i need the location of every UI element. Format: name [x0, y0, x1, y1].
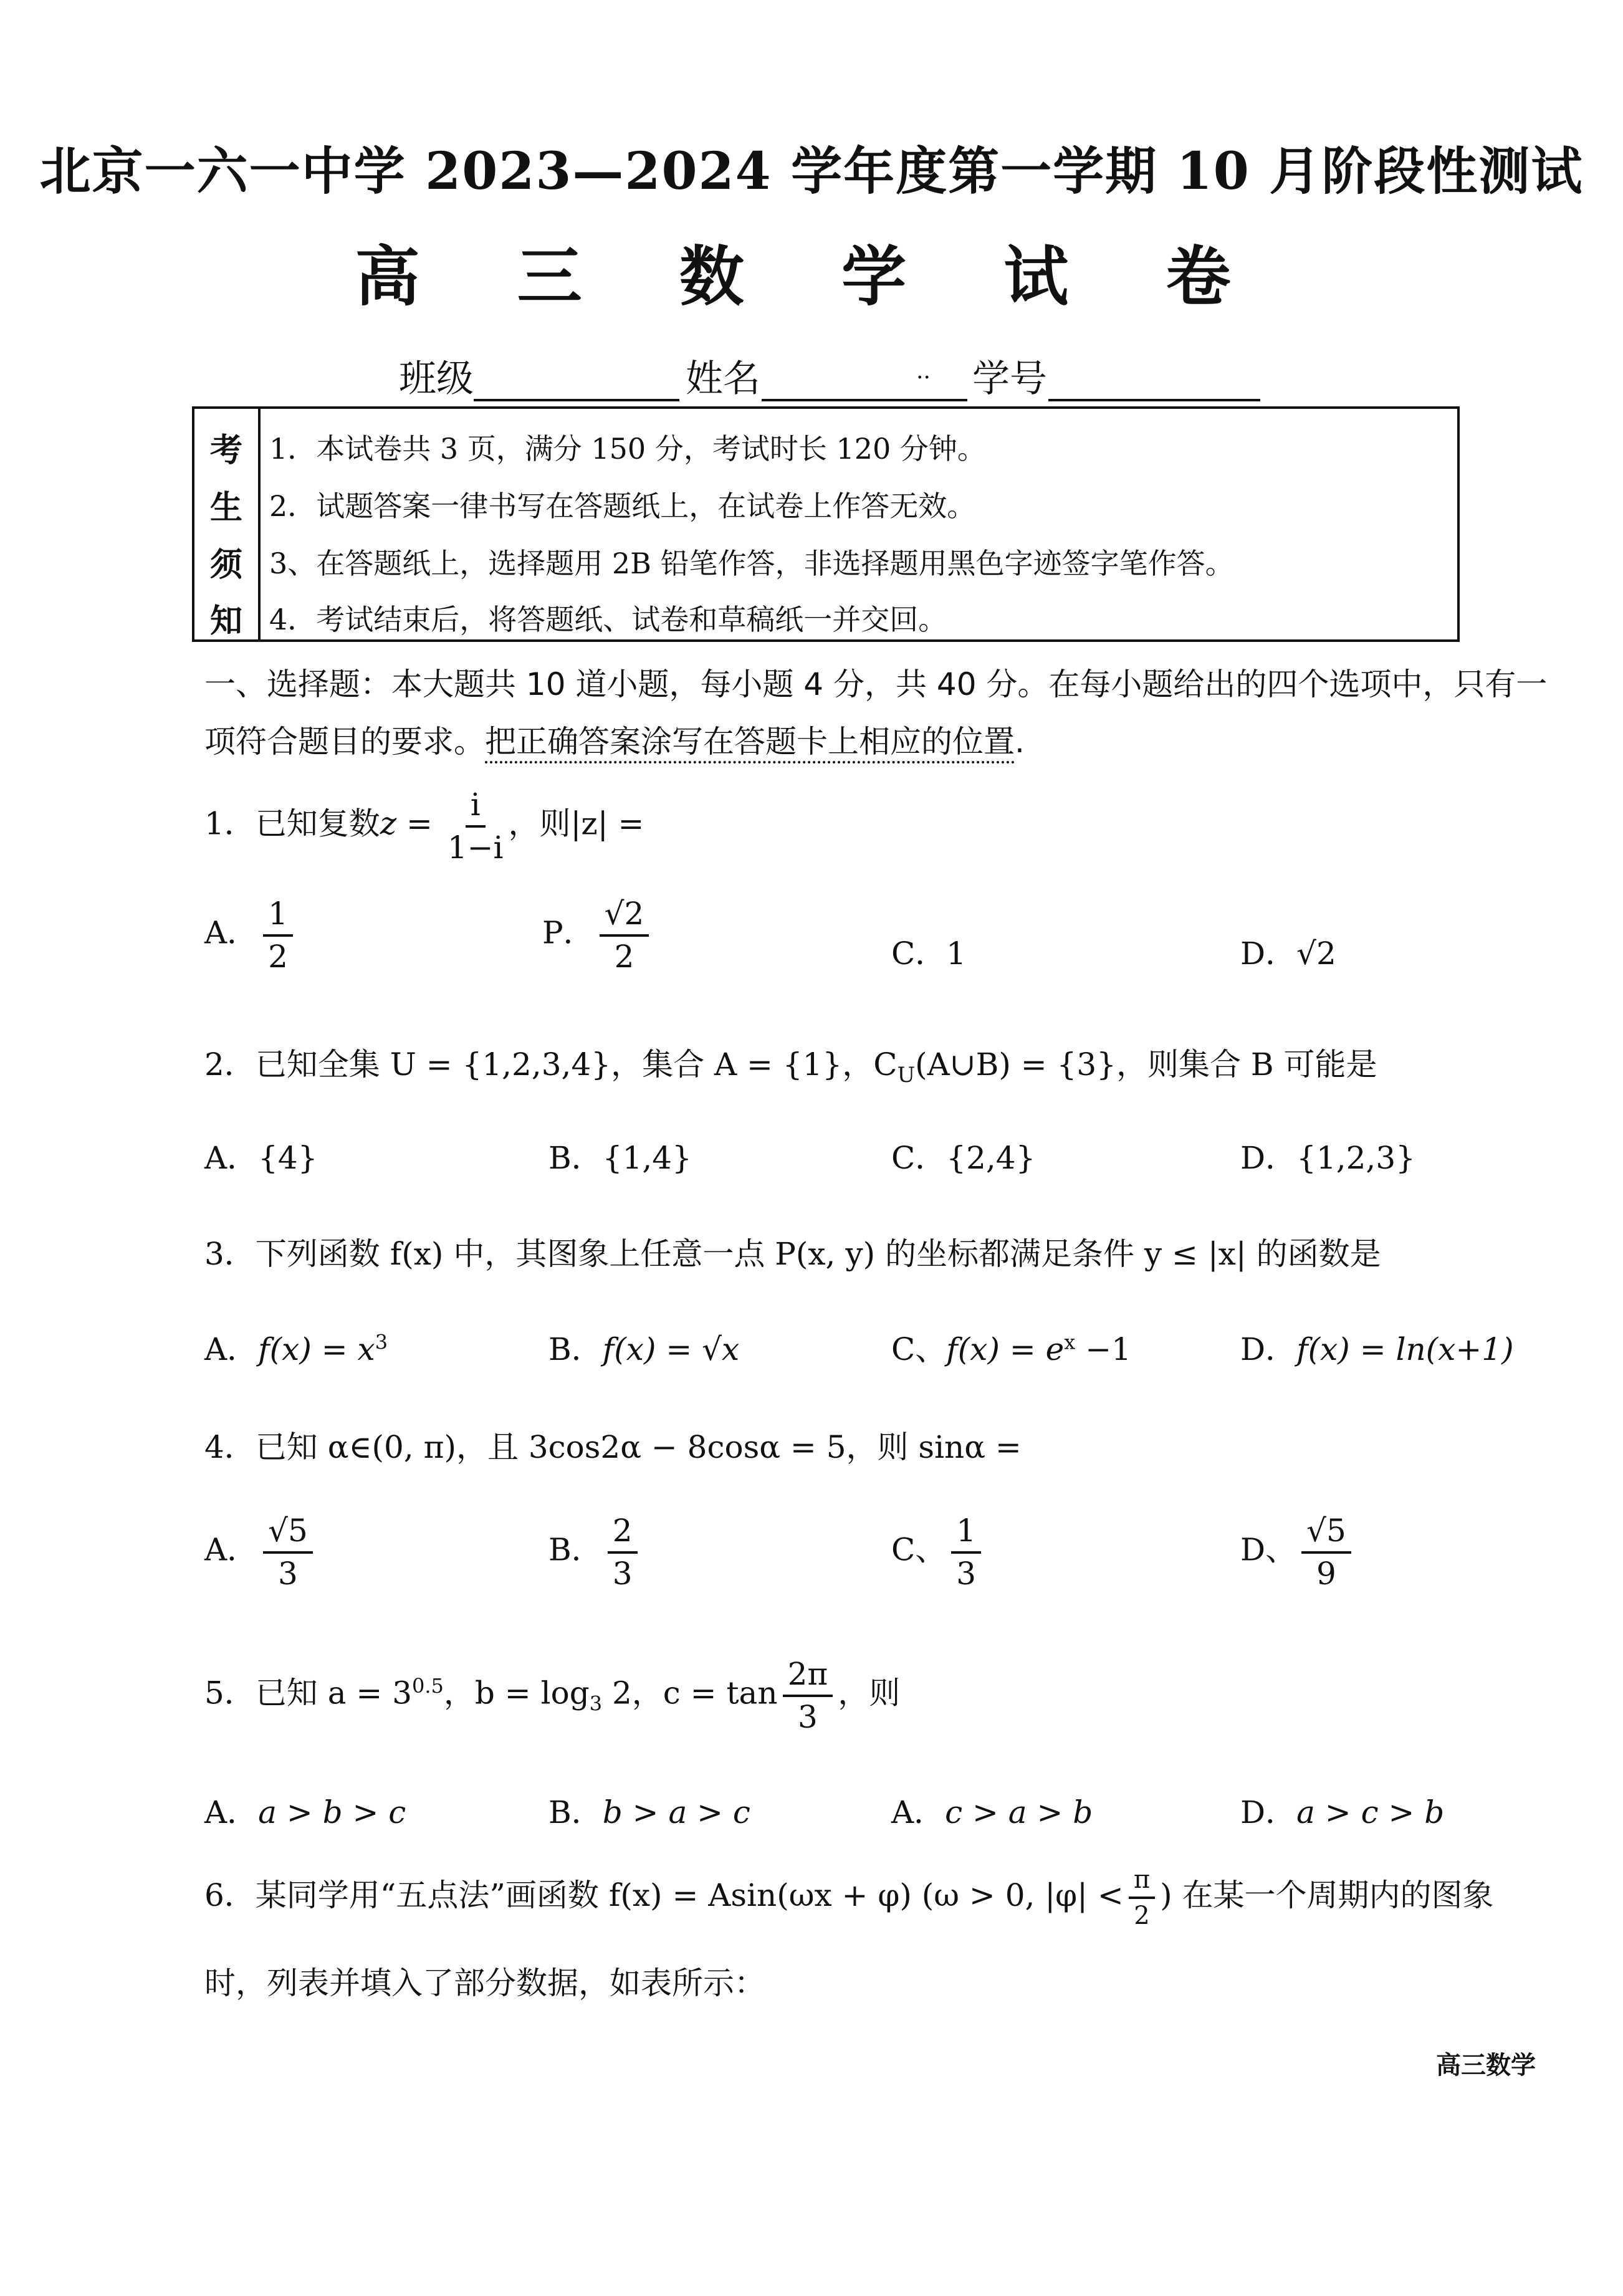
- q5-d-label: D．: [1240, 1794, 1297, 1830]
- question-5: [204, 1658, 900, 1733]
- q4-c-label: C、: [891, 1531, 947, 1568]
- q1-b-fraction: [600, 897, 649, 973]
- q4-d-fraction: [1301, 1514, 1351, 1590]
- id-blank[interactable]: [1048, 399, 1260, 401]
- q5-b-text: b > a > c: [602, 1794, 750, 1830]
- q2-b-text: {1,4}: [602, 1140, 692, 1176]
- q1-a-den: 2: [268, 938, 288, 975]
- q5-d-text: a > c > b: [1296, 1794, 1445, 1830]
- q4-option-b[interactable]: [548, 1514, 643, 1590]
- q5-text3: 2，c = tan: [602, 1675, 778, 1711]
- q2-text: 2．已知全集 U = {1,2,3,4}，集合 A = {1}，C: [204, 1046, 898, 1083]
- q1-option-c[interactable]: [891, 929, 966, 973]
- question-6: [204, 1867, 1494, 1929]
- q3-b-text: f(x) = √x: [602, 1331, 740, 1367]
- q3-c-label: C、: [891, 1331, 947, 1367]
- q1-c-text: 1: [946, 935, 967, 972]
- footer-label: 高三数学: [1436, 2051, 1536, 2080]
- q3-a-sup: 3: [375, 1330, 388, 1354]
- class-blank[interactable]: [474, 399, 679, 401]
- q2-sub: U: [897, 1063, 916, 1088]
- q6-den: 2: [1134, 1901, 1150, 1930]
- q1-var: z: [380, 805, 397, 842]
- q3-option-a[interactable]: [204, 1324, 388, 1369]
- school-title: 北京一六一中学 2023—2024 学年度第一学期 10 月阶段性测试: [39, 141, 1584, 201]
- q3-option-c[interactable]: [891, 1324, 1131, 1369]
- notice-item: 4．考试结束后，将答题纸、试卷和草稿纸一并交回。: [269, 603, 947, 636]
- q5-b-label: B．: [548, 1794, 603, 1830]
- q4-d-label: D、: [1240, 1531, 1297, 1568]
- q4-a-num: √5: [263, 1514, 313, 1554]
- q5-text4: ，则: [838, 1675, 901, 1711]
- q4-a-label: A．: [204, 1531, 259, 1568]
- q4-c-den: 3: [956, 1555, 977, 1592]
- question-2: [204, 1040, 1377, 1088]
- name-label: 姓名: [686, 357, 760, 401]
- notice-item: 3、在答题纸上，选择题用 2B 铅笔作答，非选择题用黑色字迹签字笔作答。: [269, 547, 1234, 580]
- question-1: [204, 788, 644, 864]
- q1-option-a[interactable]: [204, 897, 298, 973]
- q4-b-den: 3: [612, 1555, 633, 1592]
- name-blank[interactable]: [762, 399, 967, 401]
- q6-text2: ) 在某一个周期内的图象: [1160, 1877, 1494, 1913]
- q3-c-sup: x: [1064, 1330, 1076, 1354]
- q5-den: 3: [798, 1698, 818, 1735]
- q3-d-label: D．: [1240, 1331, 1297, 1367]
- q1-a-fraction: [263, 897, 293, 973]
- q2-c-text: {2,4}: [946, 1140, 1036, 1176]
- q4-a-den: 3: [278, 1555, 298, 1592]
- notice-label-char: 须: [209, 547, 242, 584]
- q5-option-c[interactable]: [891, 1787, 1093, 1832]
- q1-suffix: ，则|z| =: [508, 805, 644, 842]
- q4-c-num: 1: [951, 1514, 981, 1554]
- section-1-intro-line1: 一、选择题：本大题共 10 道小题，每小题 4 分，共 40 分。在每小题给出的四个选项中，只有一: [204, 666, 1548, 702]
- q4-a-fraction: [263, 1514, 313, 1590]
- q1-option-d[interactable]: [1240, 929, 1336, 973]
- q1-d-text: √2: [1296, 935, 1336, 972]
- notice-label-char: 考: [209, 432, 242, 469]
- q1-a-num: 1: [263, 897, 293, 937]
- q5-sup: 0.5: [412, 1673, 444, 1698]
- q4-d-den: 9: [1316, 1555, 1336, 1592]
- q2-option-c[interactable]: [891, 1133, 1035, 1178]
- q3-b-label: B．: [548, 1331, 603, 1367]
- q2-option-d[interactable]: [1240, 1133, 1415, 1178]
- q1-b-label: P．: [542, 914, 595, 951]
- section-1-end: .: [1015, 724, 1025, 760]
- q1-prefix: 1．已知复数: [204, 805, 380, 842]
- q1-option-b[interactable]: [542, 897, 654, 973]
- q5-sub: 3: [589, 1691, 603, 1716]
- q2-a-label: A．: [204, 1140, 259, 1176]
- q6-fraction: [1129, 1867, 1155, 1929]
- q3-d-text: f(x) = ln(x+1): [1296, 1331, 1514, 1367]
- q5-c-text: c > a > b: [945, 1794, 1093, 1830]
- q4-option-a[interactable]: [204, 1514, 318, 1590]
- question-4: 4．已知 α∈(0, π)，且 3cos2α − 8cosα = 5，则 sinα =: [204, 1429, 1022, 1465]
- question-3: 3．下列函数 f(x) 中，其图象上任意一点 P(x, y) 的坐标都满足条件 y ≤ |x| 的函数是: [204, 1236, 1381, 1272]
- q5-fraction: [783, 1658, 833, 1733]
- q1-a-label: A．: [204, 914, 259, 951]
- q5-option-a[interactable]: [204, 1787, 406, 1832]
- q3-option-d[interactable]: [1240, 1324, 1514, 1369]
- q6-num: π: [1129, 1867, 1155, 1899]
- id-label: 学号: [972, 357, 1047, 401]
- q2-c-label: C．: [891, 1140, 947, 1176]
- class-label: 班级: [399, 357, 474, 401]
- notice-label-char: 生: [209, 489, 242, 527]
- q4-c-fraction: [951, 1514, 981, 1590]
- q2-b-label: B．: [548, 1140, 603, 1176]
- q5-c-label: A．: [891, 1794, 946, 1830]
- q1-fraction: [448, 788, 504, 864]
- q1-eq: =: [396, 805, 443, 842]
- q1-num: i: [466, 788, 486, 828]
- q4-b-fraction: [608, 1514, 638, 1590]
- q3-c-text: f(x) = e: [946, 1331, 1065, 1367]
- q2-d-text: {1,2,3}: [1296, 1140, 1415, 1176]
- q1-b-den: 2: [614, 938, 634, 975]
- q2-option-b[interactable]: [548, 1133, 692, 1178]
- name-mark: ..: [916, 358, 931, 384]
- q3-c-tail: −1: [1075, 1331, 1131, 1367]
- q5-text2: ，b = log: [443, 1675, 590, 1711]
- q3-a-text: f(x) = x: [258, 1331, 375, 1367]
- q4-option-d[interactable]: [1240, 1514, 1356, 1590]
- q3-option-b[interactable]: [548, 1324, 739, 1369]
- q4-b-label: B．: [548, 1531, 603, 1568]
- q5-option-b[interactable]: [548, 1787, 750, 1832]
- q2-d-label: D．: [1240, 1140, 1297, 1176]
- notice-box: [192, 406, 1460, 642]
- q2-a-text: {4}: [258, 1140, 318, 1176]
- q1-d-label: D．: [1240, 935, 1297, 972]
- section-1-intro-line2: [204, 717, 1025, 762]
- q4-option-c[interactable]: [891, 1514, 986, 1590]
- q1-b-num: √2: [600, 897, 649, 937]
- q1-den: 1−i: [447, 829, 504, 866]
- notice-item: 1．本试卷共 3 页，满分 150 分，考试时长 120 分钟。: [269, 432, 986, 466]
- paper-title: 高 三 数 学 试 卷: [355, 238, 1268, 315]
- section-1-text: 项符合题目的要求。: [204, 724, 485, 760]
- q4-d-num: √5: [1301, 1514, 1351, 1554]
- q4-b-num: 2: [608, 1514, 638, 1554]
- q6-text1: 6．某同学用“五点法”画函数 f(x) = Asin(ωx + φ) (ω > 0, |φ| <: [204, 1877, 1124, 1913]
- notice-label-column: [194, 409, 261, 639]
- notice-item: 2．试题答案一律书写在答题纸上，在试卷上作答无效。: [269, 489, 976, 523]
- q2-option-a[interactable]: [204, 1133, 318, 1178]
- question-6-line2: 时，列表并填入了部分数据，如表所示：: [204, 1965, 765, 2001]
- notice-label-char: 知: [209, 603, 242, 640]
- q5-a-text: a > b > c: [258, 1794, 406, 1830]
- q5-num: 2π: [783, 1658, 833, 1697]
- q3-a-label: A．: [204, 1331, 259, 1367]
- q1-c-label: C．: [891, 935, 947, 972]
- q5-text1: 5．已知 a = 3: [204, 1675, 413, 1711]
- q5-option-d[interactable]: [1240, 1787, 1444, 1832]
- section-1-emphasis: 把正确答案涂写在答题卡上相应的位置: [485, 724, 1015, 760]
- q5-a-label: A．: [204, 1794, 259, 1830]
- q2-text2: (A∪B) = {3}，则集合 B 可能是: [915, 1046, 1377, 1083]
